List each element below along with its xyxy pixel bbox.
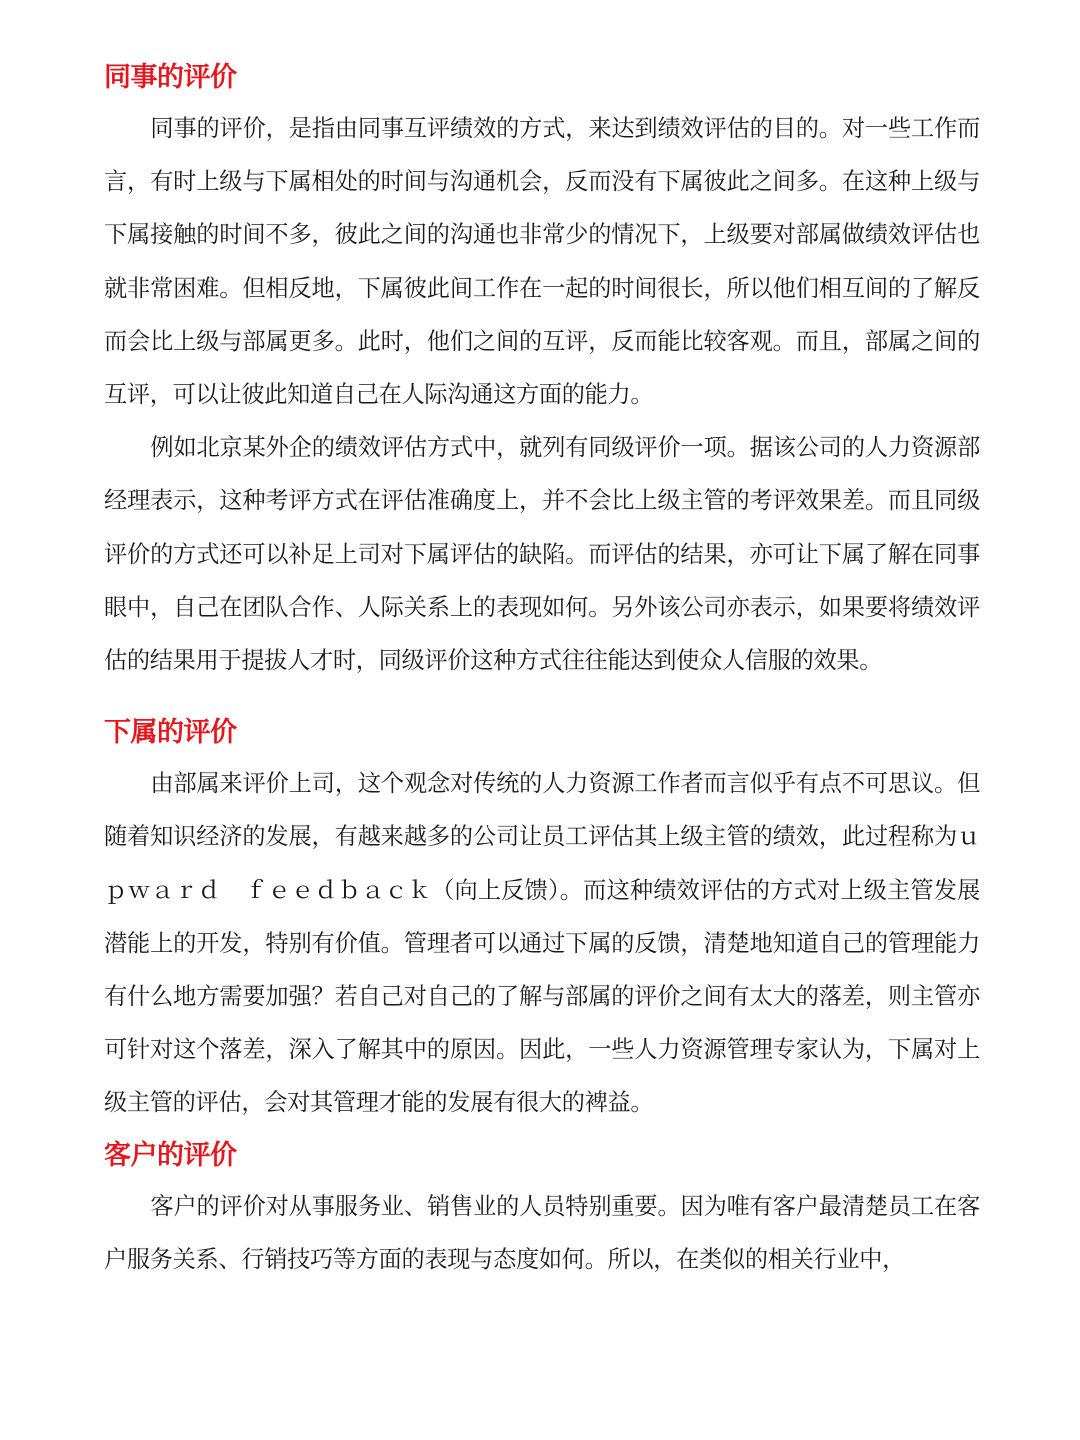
document-page: [104, 58, 980, 1286]
section-peer-review: [104, 58, 980, 687]
section-heading: 同事的评价: [104, 62, 237, 93]
paragraph: 同事的评价，是指由同事互评绩效的方式，来达到绩效评估的目的。对一些工作而言，有时上级与下属相处的时间与沟通机会，反而没有下属彼此之间多。在这种上级与下属接触的时间不多，彼此之间的沟通也非常少的情况下，上级要对部属做绩效评估也就非常困难。但相反地，下属彼此间工作在一起的时间很长，所以他们相互间的了解反而会比上级与部属更多。此时，他们之间的互评，反而能比较客观。而且，部属之间的互评，可以让彼此知道自己在人际沟通这方面的能力。: [104, 115, 980, 409]
paragraph: 由部属来评价上司，这个观念对传统的人力资源工作者而言似乎有点不可思议。但随着知识经济的发展，有越来越多的公司让员工评估其上级主管的绩效，此过程称为ｕｐｗａｒｄ ｆｅｅｄｂａｃｋ（向上反馈）。而这种绩效评估的方式对上级主管发展潜能上的开发，特别有价值。管理者可以通过下属的反馈，清楚地知道自己的管理能力有什么地方需要加强？若自己对自己的了解与部属的评价之间有太大的落差，则主管亦可针对这个落差，深入了解其中的原因。因此，一些人力资源管理专家认为，下属对上级主管的评估，会对其管理才能的发展有很大的裨益。: [104, 770, 980, 1117]
section-heading: 客户的评价: [104, 1139, 237, 1171]
paragraph: 例如北京某外企的绩效评估方式中，就列有同级评价一项。据该公司的人力资源部经理表示，这种考评方式在评估准确度上，并不会比上级主管的考评效果差。而且同级评价的方式还可以补足上司对下属评估的缺陷。而评估的结果，亦可让下属了解在同事眼中，自己在团队合作、人际关系上的表现如何。另外该公司亦表示，如果要将绩效评估的结果用于提拔人才时，同级评价这种方式往往能达到使众人信服的效果。: [104, 434, 980, 675]
section-spacer: [104, 687, 980, 713]
section-heading: 下属的评价: [104, 717, 237, 749]
section-customer-review: [104, 1136, 980, 1286]
section-subordinate-review: [104, 713, 980, 1129]
paragraph: 客户的评价对从事服务业、销售业的人员特别重要。因为唯有客户最清楚员工在客户服务关系、行销技巧等方面的表现与态度如何。所以，在类似的相关行业中，: [104, 1192, 980, 1273]
